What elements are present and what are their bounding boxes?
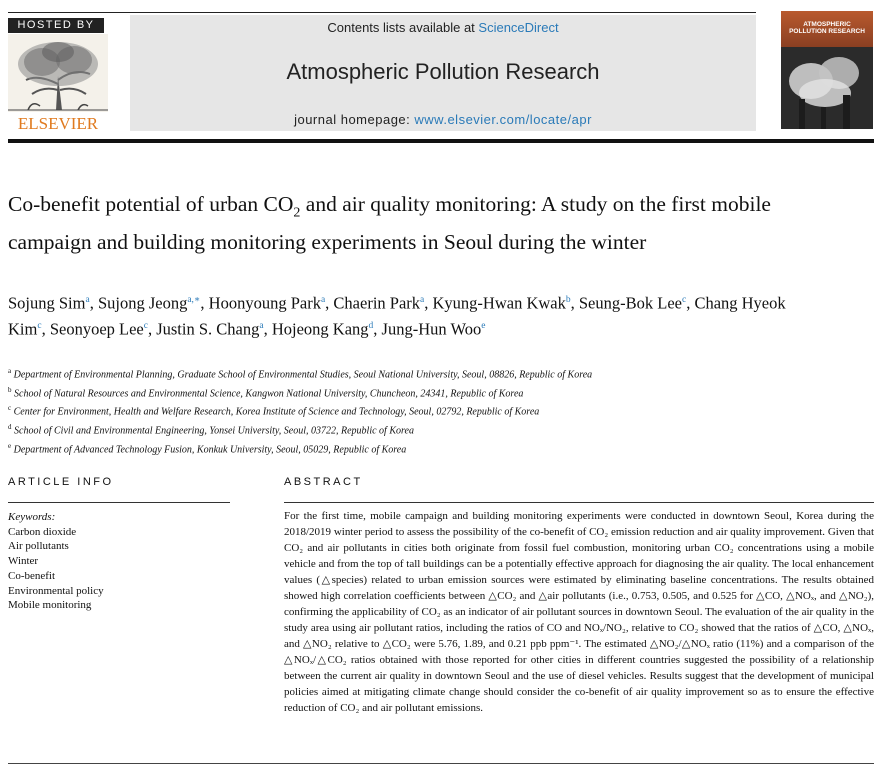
author-affiliation-mark[interactable]: c (143, 320, 148, 331)
author-name[interactable]: Sojung Sim (8, 293, 86, 313)
elsevier-wordmark: ELSEVIER (17, 114, 99, 132)
smoke-stacks-icon (781, 11, 873, 129)
keyword-item: Air pollutants (8, 540, 69, 553)
keyword-item: Mobile monitoring (8, 599, 92, 612)
keyword-item: Winter (8, 555, 39, 568)
homepage-link[interactable]: www.elsevier.com/locate/apr (414, 112, 592, 127)
affiliation-mark: a (8, 367, 12, 375)
keyword-item: Environmental policy (8, 584, 104, 597)
author-affiliation-mark[interactable]: e (481, 320, 486, 331)
affiliation-text: Center for Environment, Health and Welfare Research, Korea Institute of Science and Technology, Seoul, 02792, Republic of Korea (11, 406, 540, 418)
article-info-heading: ARTICLE INFO (8, 476, 114, 488)
keyword-item: Carbon dioxide (8, 525, 77, 538)
title-subscript: 2 (293, 205, 301, 221)
author-name[interactable]: Chaerin Park (333, 293, 421, 313)
keywords-block (8, 510, 104, 613)
author-name[interactable]: Chang Hyeok Kim (8, 293, 786, 338)
keywords-label: Keywords: (8, 511, 56, 523)
keyword-item: Co-benefit (8, 569, 56, 582)
elsevier-tree-icon (8, 34, 108, 132)
contents-line (130, 20, 756, 35)
author-affiliation-mark[interactable]: a,∗ (187, 295, 201, 305)
author-affiliation-mark[interactable]: a (320, 295, 326, 305)
title-part-1: Co-benefit potential of urban CO (8, 192, 294, 216)
elsevier-logo[interactable] (8, 34, 108, 132)
affiliation-text: Department of Advanced Technology Fusion, Konkuk University, Seoul, 05029, Republic of Korea (11, 444, 407, 456)
author-name[interactable]: Sujong Jeong (97, 293, 188, 313)
title-part-2: and air quality monitoring: A study on the first mobile campaign and building monitoring experiments in Seoul during the winter (8, 192, 771, 254)
affiliation-mark: b (8, 385, 12, 394)
author-affiliation-mark[interactable]: a (85, 295, 90, 305)
author-affiliation-mark[interactable]: a (259, 320, 264, 331)
sciencedirect-link[interactable]: ScienceDirect (478, 20, 559, 35)
affiliation-item (8, 383, 768, 402)
author-affiliation-mark[interactable]: c (681, 295, 687, 305)
header-thick-rule (8, 139, 874, 143)
abstract-text: For the first time, mobile campaign and building monitoring experiments were conducted in downtown Seoul, Korea during the 2018/2019 winter period to assess the possibility of the co-benefit of CO₂ emission reduction and air quality improvement. Given that CO₂ and air pollutants in cities both originate from fossil fuel combustion, monitoring urban CO₂ concentrations using a mobile vehicle and from the top of tall buildings can be a potentially effective approach for diagnosing the air quality. The local enhancement values (△species) related to urban emission sources were estimated by eliminating baseline concentrations. The results obtained showed high correlation coefficients between △CO₂ and △air pollutants (i.e., 0.753, 0.505, and 0.525 for △CO, △NOₓ, and △NO₂), confirming the applicability of CO₂ as an indicator of air pollutant sources in downtown Seoul. The evaluation of the air quality in the study area using air pollutant ratios, including the ratios of CO and NOₓ/NO₂, relative to CO₂ showed that the ratios of △CO, △NOₓ, and △NO₂ relative to △CO₂ were 5.76, 1.89, and 0.21 ppb ppm⁻¹. The estimated △NO₂/△NOₓ ratio (11%) and a comparison of the △NOₓ/△CO₂ ratios obtained with those reported for other cities in different countries suggested the possibility of a relationship between the current air quality in downtown Seoul and the use of diesel vehicles. Results suggest that the development of municipal policies aimed at mitigating climate change should consider the co-benefit of air quality improvement so as to ensure the effective reduction of CO₂ and air pollutant emissions. (284, 510, 874, 714)
author-name[interactable]: Hoonyoung Park (208, 293, 321, 313)
affiliation-item (8, 401, 768, 420)
author-name[interactable]: Hojeong Kang (271, 319, 369, 338)
author-list: Sojung Sim$^a$, Sujong Jeong$^{a,∗}$, Hoonyoung Park$^a$, Chaerin Park$^a$, Kyung-Hwan Kwak$^b$, Seung-Bok Lee$^c$, Chang Hyeok Kim$^c$, Seonyoep Lee$^c$, Justin S. Chang$^a$, Hojeong Kang$^d$, Jung-Hun Woo$^e$ (8, 293, 786, 338)
affiliation-text: Department of Environmental Planning, Graduate School of Environmental Studies, Seoul National University, Seoul, 08826, Republic of Korea (11, 369, 593, 381)
journal-cover-image[interactable] (781, 11, 873, 129)
homepage-prefix: journal homepage: (294, 112, 415, 127)
header-top-rule (8, 12, 756, 13)
author-affiliation-mark[interactable]: b (565, 295, 571, 305)
affiliation-item (8, 439, 768, 458)
author-affiliation-mark[interactable]: c (37, 320, 42, 331)
journal-homepage (130, 112, 756, 127)
affiliation-mark: d (8, 423, 12, 432)
affiliation-list (8, 364, 768, 458)
author-name[interactable]: Justin S. Chang (156, 319, 260, 338)
affiliation-item (8, 364, 768, 383)
author-name[interactable]: Jung-Hun Woo (381, 319, 482, 338)
article-title (8, 190, 788, 256)
author-affiliation-mark[interactable]: d (368, 320, 374, 331)
affiliation-mark: c (8, 404, 12, 413)
author-affiliation-mark[interactable]: a (420, 295, 425, 305)
journal-title[interactable]: Atmospheric Pollution Research (286, 59, 600, 84)
abstract-heading: ABSTRACT (284, 476, 363, 488)
affiliation-text: School of Civil and Environmental Engineering, Yonsei University, Seoul, 03722, Republic of Korea (11, 425, 414, 437)
journal-banner (130, 15, 756, 131)
abstract-rule (284, 502, 874, 503)
affiliation-item (8, 420, 768, 439)
cover-title: ATMOSPHERIC POLLUTION RESEARCH (789, 21, 865, 35)
author-name[interactable]: Kyung-Hwan Kwak (432, 293, 566, 313)
article-info-rule (8, 502, 230, 503)
contents-prefix: Contents lists available at (327, 20, 479, 35)
author-name[interactable]: Seung-Bok Lee (578, 293, 682, 313)
hosted-by-label: HOSTED BY (8, 18, 104, 33)
author-name[interactable]: Seonyoep Lee (49, 319, 144, 338)
footer-rule (8, 763, 874, 764)
affiliation-mark: e (8, 441, 12, 450)
affiliation-text: School of Natural Resources and Environmental Science, Kangwon National University, Chuncheon, 24341, Republic of Korea (11, 388, 524, 400)
